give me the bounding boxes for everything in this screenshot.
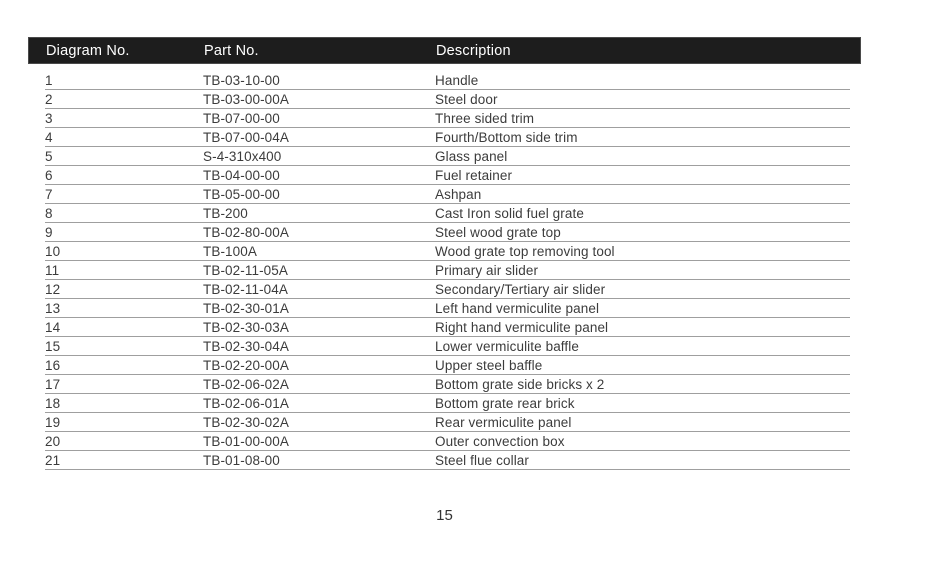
cell-diagram-no: 15 — [45, 338, 61, 354]
cell-description: Cast Iron solid fuel grate — [435, 205, 584, 221]
cell-diagram-no: 17 — [45, 376, 61, 392]
cell-diagram-no: 9 — [45, 224, 53, 240]
cell-part-no: TB-07-00-00 — [203, 110, 280, 126]
cell-description: Outer convection box — [435, 433, 565, 449]
cell-part-no: TB-02-20-00A — [203, 357, 289, 373]
table-row — [45, 109, 850, 128]
cell-diagram-no: 12 — [45, 281, 61, 297]
cell-part-no: TB-02-30-03A — [203, 319, 289, 335]
cell-description: Secondary/Tertiary air slider — [435, 281, 606, 297]
cell-description: Right hand vermiculite panel — [435, 319, 609, 335]
cell-diagram-no: 11 — [45, 262, 60, 278]
table-row — [45, 299, 850, 318]
table-header-row — [28, 37, 861, 64]
cell-description: Three sided trim — [435, 110, 535, 126]
cell-part-no: TB-100A — [203, 243, 257, 259]
table-row — [45, 242, 850, 261]
cell-description: Glass panel — [435, 148, 508, 164]
table-row — [45, 375, 850, 394]
cell-part-no: TB-02-30-01A — [203, 300, 289, 316]
cell-part-no: TB-02-11-04A — [203, 281, 288, 297]
cell-diagram-no: 3 — [45, 110, 53, 126]
cell-part-no: TB-200 — [203, 205, 248, 221]
cell-part-no: TB-02-06-02A — [203, 376, 289, 392]
table-row — [45, 261, 850, 280]
table-row — [45, 223, 850, 242]
cell-part-no: TB-02-30-02A — [203, 414, 289, 430]
cell-diagram-no: 19 — [45, 414, 61, 430]
cell-diagram-no: 8 — [45, 205, 53, 221]
cell-part-no: TB-03-00-00A — [203, 91, 289, 107]
column-header-part-no: Part No. — [204, 42, 259, 59]
table-row — [45, 356, 850, 375]
table-row — [45, 318, 850, 337]
cell-part-no: TB-03-10-00 — [203, 72, 280, 88]
cell-description: Lower vermiculite baffle — [435, 338, 579, 354]
cell-description: Fourth/Bottom side trim — [435, 129, 578, 145]
cell-part-no: TB-02-80-00A — [203, 224, 289, 240]
cell-description: Upper steel baffle — [435, 357, 543, 373]
table-row — [45, 90, 850, 109]
table-row — [45, 71, 850, 90]
cell-part-no: TB-07-00-04A — [203, 129, 289, 145]
cell-part-no: TB-02-06-01A — [203, 395, 289, 411]
cell-part-no: TB-02-30-04A — [203, 338, 289, 354]
cell-diagram-no: 1 — [45, 72, 53, 88]
cell-part-no: TB-05-00-00 — [203, 186, 280, 202]
cell-description: Bottom grate rear brick — [435, 395, 575, 411]
cell-description: Wood grate top removing tool — [435, 243, 615, 259]
cell-description: Handle — [435, 72, 479, 88]
cell-part-no: TB-01-00-00A — [203, 433, 289, 449]
table-row — [45, 147, 850, 166]
cell-description: Bottom grate side bricks x 2 — [435, 376, 605, 392]
cell-diagram-no: 20 — [45, 433, 61, 449]
cell-diagram-no: 10 — [45, 243, 61, 259]
cell-description: Rear vermiculite panel — [435, 414, 572, 430]
cell-part-no: TB-01-08-00 — [203, 452, 280, 468]
cell-description: Fuel retainer — [435, 167, 513, 183]
column-header-description: Description — [436, 42, 511, 59]
cell-diagram-no: 21 — [45, 452, 61, 468]
cell-diagram-no: 14 — [45, 319, 61, 335]
cell-diagram-no: 2 — [45, 91, 53, 107]
table-body — [45, 71, 850, 470]
cell-description: Steel door — [435, 91, 498, 107]
table-row — [45, 128, 850, 147]
cell-description: Ashpan — [435, 186, 482, 202]
column-header-diagram-no: Diagram No. — [46, 42, 130, 59]
cell-diagram-no: 13 — [45, 300, 61, 316]
cell-description: Steel flue collar — [435, 452, 529, 468]
cell-part-no: TB-02-11-05A — [203, 262, 288, 278]
table-row — [45, 394, 850, 413]
cell-description: Steel wood grate top — [435, 224, 561, 240]
cell-description: Primary air slider — [435, 262, 539, 278]
table-row — [45, 280, 850, 299]
table-row — [45, 432, 850, 451]
cell-part-no: TB-04-00-00 — [203, 167, 280, 183]
table-row — [45, 413, 850, 432]
cell-diagram-no: 16 — [45, 357, 61, 373]
table-row — [45, 185, 850, 204]
cell-diagram-no: 6 — [45, 167, 53, 183]
cell-part-no: S-4-310x400 — [203, 148, 282, 164]
cell-diagram-no: 5 — [45, 148, 53, 164]
table-row — [45, 337, 850, 356]
cell-diagram-no: 18 — [45, 395, 61, 411]
table-row — [45, 166, 850, 185]
table-row — [45, 451, 850, 470]
table-row — [45, 204, 850, 223]
cell-description: Left hand vermiculite panel — [435, 300, 600, 316]
cell-diagram-no: 4 — [45, 129, 53, 145]
cell-diagram-no: 7 — [45, 186, 53, 202]
page-number: 15 — [436, 507, 453, 524]
